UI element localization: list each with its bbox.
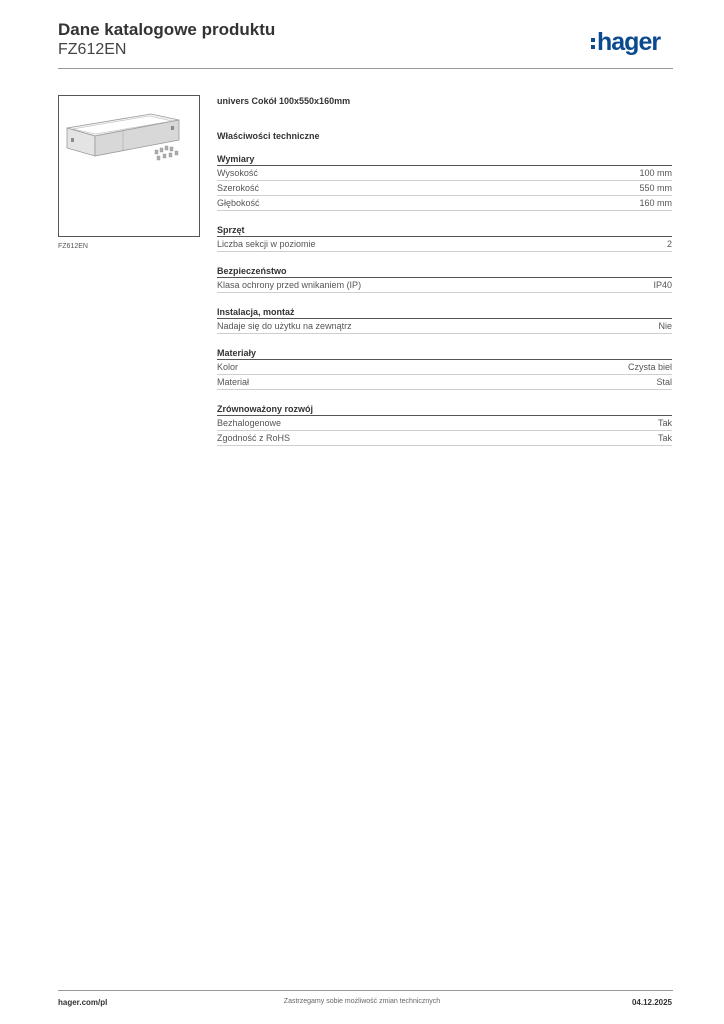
spec-label: Szerokość xyxy=(217,183,260,193)
spec-label: Materiał xyxy=(217,377,250,387)
spec-group-title: Sprzęt xyxy=(217,224,672,237)
footer-website-link[interactable]: hager.com/pl xyxy=(58,998,108,1007)
spec-row xyxy=(217,166,672,181)
image-caption: FZ612EN xyxy=(58,243,88,250)
spec-group-equipment xyxy=(217,224,672,252)
plinth-illustration-icon xyxy=(59,96,199,236)
spec-group-sustainability xyxy=(217,403,672,446)
spec-group-dimensions xyxy=(217,153,672,211)
spec-group-title: Wymiary xyxy=(217,153,672,166)
spec-value: IP40 xyxy=(653,280,672,290)
spec-row xyxy=(217,319,672,334)
hager-logo xyxy=(591,27,675,57)
spec-row xyxy=(217,196,672,211)
footer-divider xyxy=(58,990,673,991)
spec-row xyxy=(217,181,672,196)
spec-section xyxy=(217,96,672,459)
spec-label: Kolor xyxy=(217,362,239,372)
spec-value: 550 mm xyxy=(639,183,672,193)
spec-group-title: Bezpieczeństwo xyxy=(217,265,672,278)
spec-label: Zgodność z RoHS xyxy=(217,433,291,443)
logo-dots-icon xyxy=(591,38,595,49)
spec-group-installation xyxy=(217,306,672,334)
product-name: univers Cokół 100x550x160mm xyxy=(217,96,351,106)
product-code: FZ612EN xyxy=(58,41,127,58)
product-image xyxy=(58,95,200,237)
spec-label: Liczba sekcji w poziomie xyxy=(217,239,316,249)
spec-group-title: Instalacja, montaż xyxy=(217,306,672,319)
spec-row xyxy=(217,237,672,252)
spec-value: Tak xyxy=(657,433,672,443)
spec-row xyxy=(217,360,672,375)
logo-text: hager xyxy=(597,27,661,56)
technical-properties-heading: Właściwości techniczne xyxy=(217,131,320,141)
spec-value: 100 mm xyxy=(639,168,672,178)
spec-value: Czysta biel xyxy=(627,362,672,372)
spec-label: Wysokość xyxy=(217,168,258,178)
spec-row xyxy=(217,416,672,431)
spec-value: 160 mm xyxy=(639,198,672,208)
spec-label: Klasa ochrony przed wnikaniem (IP) xyxy=(217,280,362,290)
spec-group-safety xyxy=(217,265,672,293)
spec-row xyxy=(217,278,672,293)
header-divider xyxy=(58,68,673,69)
spec-row xyxy=(217,375,672,390)
spec-group-title: Materiały xyxy=(217,347,672,360)
spec-group-materials xyxy=(217,347,672,390)
spec-row xyxy=(217,431,672,446)
spec-value: 2 xyxy=(666,239,672,249)
spec-label: Bezhalogenowe xyxy=(217,418,282,428)
footer-disclaimer: Zastrzegamy sobie możliwość zmian technicznych xyxy=(283,998,441,1005)
page-title: Dane katalogowe produktu xyxy=(58,20,276,39)
spec-label: Nadaje się do użytku na zewnątrz xyxy=(217,321,352,331)
spec-label: Głębokość xyxy=(217,198,260,208)
spec-value: Tak xyxy=(657,418,672,428)
spec-value: Stal xyxy=(656,377,672,387)
spec-value: Nie xyxy=(658,321,672,331)
footer-date: 04.12.2025 xyxy=(631,998,672,1007)
spec-group-title: Zrównoważony rozwój xyxy=(217,403,672,416)
